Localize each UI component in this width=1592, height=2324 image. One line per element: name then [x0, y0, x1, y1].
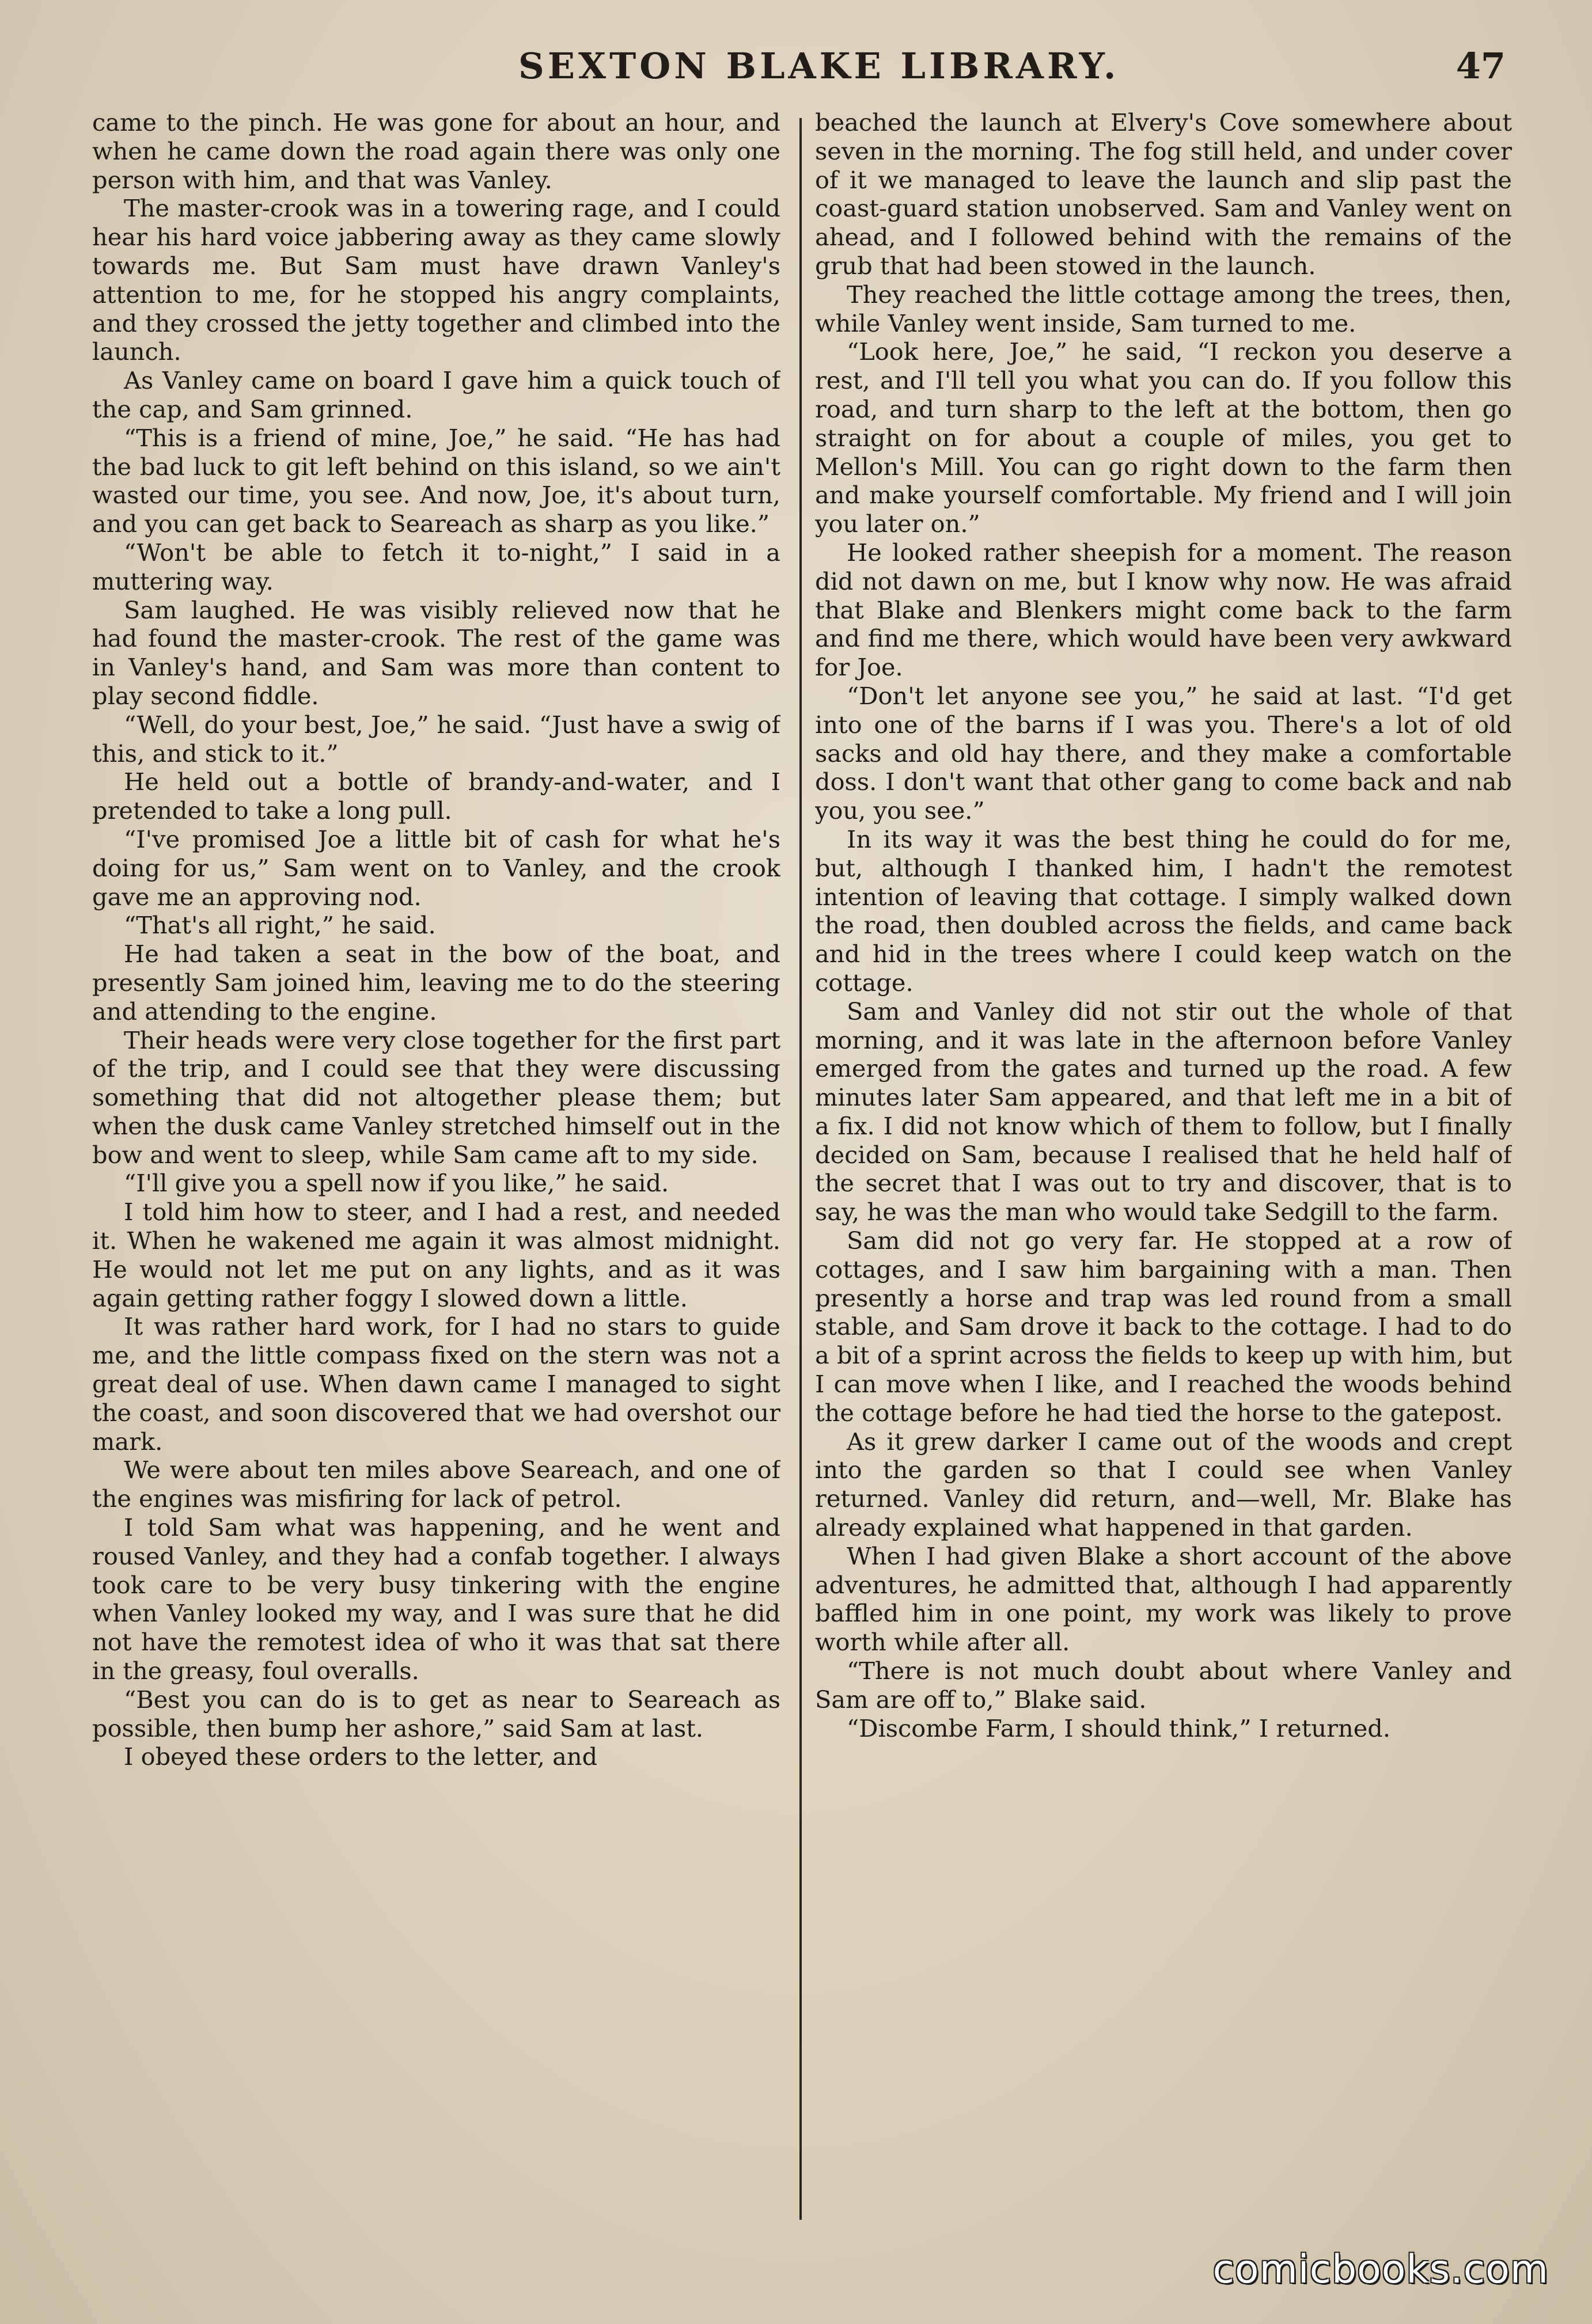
paragraph: “Best you can do is to get as near to Seareach as possible, then bump her ashore,” said Sam at last. — [92, 1685, 780, 1742]
paragraph: “Discombe Farm, I should think,” I returned. — [847, 1714, 1391, 1742]
paragraph: In its way it was the best thing he could do for me, but, although I thanked him, I hadn't the remotest intention of leaving that cottage. I simply walked down the road, then doubled across the fields, and came back and hid in the trees where I could keep watch on the cottage. — [815, 825, 1512, 997]
paragraph: “That's all right,” he said. — [124, 911, 436, 940]
paragraph: We were about ten miles above Seareach, and one of the engines was misfiring for lack of petrol. — [92, 1456, 780, 1513]
paragraph: As Vanley came on board I gave him a quick touch of the cap, and Sam grinned. — [92, 366, 780, 423]
left-column — [92, 108, 780, 2250]
paragraph: He had taken a seat in the bow of the boat, and presently Sam joined him, leaving me to do the steering and attending to the engine. — [92, 940, 780, 1026]
page-number: 47 — [1455, 45, 1506, 87]
paragraph: “Don't let anyone see you,” he said at last. “I'd get into one of the barns if I was you. There's a lot of old sacks and old hay there, and they make a comfortable doss. I don't want that other gang to come back and nab you, you see.” — [815, 681, 1512, 825]
paragraph: “This is a friend of mine, Joe,” he said. “He has had the bad luck to git left behind on this island, so we ain't wasted our time, you see. And now, Joe, it's about turn, and you can get back to Seareach as sharp as you like.” — [92, 423, 780, 538]
paragraph: Sam laughed. He was visibly relieved now that he had found the master-crook. The rest of the game was in Vanley's hand, and Sam was more than content to play second fiddle. — [92, 595, 780, 710]
paragraph: “Well, do your best, Joe,” he said. “Just have a swig of this, and stick to it.” — [92, 710, 780, 768]
paragraph: He looked rather sheepish for a moment. The reason did not dawn on me, but I know why now. He was afraid that Blake and Blenkers might come back to the farm and find me there, which would have been very awkward for Joe. — [815, 538, 1512, 682]
paragraph: The master-crook was in a towering rage, and I could hear his hard voice jabbering away as they came slowly towards me. But Sam must have drawn Vanley's attention to me, for he stopped his angry complaints, and they crossed the jetty together and climbed into the launch. — [92, 194, 780, 366]
column-divider — [799, 118, 802, 2220]
paragraph: “I'll give you a spell now if you like,” he said. — [124, 1169, 669, 1198]
paragraph: “I've promised Joe a little bit of cash for what he's doing for us,” Sam went on to Vanley, and the crook gave me an approving nod. — [92, 825, 780, 911]
paragraph: Sam did not go very far. He stopped at a row of cottages, and I saw him bargaining with a man. Then presently a horse and trap was led round from a small stable, and Sam drove it back to the cottage. I had to do a bit of a sprint across the fields to keep up with him, but I can move when I like, and I reached the woods behind the cottage before he had tied the horse to the gatepost. — [815, 1226, 1512, 1427]
watermark: comicbooks.com — [1212, 2247, 1549, 2292]
paragraph: “There is not much doubt about where Vanley and Sam are off to,” Blake said. — [815, 1657, 1512, 1714]
paragraph: I told him how to steer, and I had a rest, and needed it. When he wakened me again it was almost midnight. He would not let me put on any lights, and as it was again getting rather foggy I slowed down a little. — [92, 1198, 780, 1312]
paragraph: beached the launch at Elvery's Cove somewhere about seven in the morning. The fog still held, and under cover of it we managed to leave the launch and slip past the coast-guard station unobserved. Sam and Vanley went on ahead, and I followed behind with the remains of the grub that had been stowed in the launch. — [815, 108, 1512, 280]
page-header — [0, 40, 1592, 104]
paragraph: “Look here, Joe,” he said, “I reckon you deserve a rest, and I'll tell you what you can do. If you follow this road, and turn sharp to the left at the bottom, then go straight on for about a couple of miles, you get to Mellon's Mill. You can go right down to the farm then and make yourself comfortable. My friend and I will join you later on.” — [815, 337, 1512, 538]
paragraph: I told Sam what was happening, and he went and roused Vanley, and they had a confab together. I always took care to be very busy tinkering with the engine when Vanley looked my way, and I was sure that he did not have the remotest idea of who it was that sat there in the greasy, foul overalls. — [92, 1513, 780, 1685]
running-title: SEXTON BLAKE LIBRARY. — [518, 45, 1120, 87]
paragraph: He held out a bottle of brandy-and-water, and I pretended to take a long pull. — [92, 768, 780, 825]
paragraph: When I had given Blake a short account of the above adventures, he admitted that, although I had apparently baffled him in one point, my work was likely to prove worth while after all. — [815, 1541, 1512, 1657]
right-column — [815, 108, 1512, 2250]
paragraph: came to the pinch. He was gone for about an hour, and when he came down the road again there was only one person with him, and that was Vanley. — [92, 108, 780, 194]
paragraph: As it grew darker I came out of the woods and crept into the garden so that I could see when Vanley returned. Vanley did return, and—well, Mr. Blake has already explained what happened in that garden. — [815, 1427, 1512, 1542]
paragraph: It was rather hard work, for I had no stars to guide me, and the little compass fixed on the stern was not a great deal of use. When dawn came I managed to sight the coast, and soon discovered that we had overshot our mark. — [92, 1312, 780, 1456]
paragraph: They reached the little cottage among the trees, then, while Vanley went inside, Sam turned to me. — [815, 280, 1512, 337]
paragraph: “Won't be able to fetch it to-night,” I said in a muttering way. — [92, 538, 780, 595]
paragraph: I obeyed these orders to the letter, and — [124, 1742, 598, 1771]
paragraph: Their heads were very close together for the first part of the trip, and I could see that they were discussing something that did not altogether please them; but when the dusk came Vanley stretched himself out in the bow and went to sleep, while Sam came aft to my side. — [92, 1026, 780, 1169]
paragraph: Sam and Vanley did not stir out the whole of that morning, and it was late in the afternoon before Vanley emerged from the gates and turned up the road. A few minutes later Sam appeared, and that left me in a bit of a fix. I did not know which of them to follow, but I finally decided on Sam, because I realised that he held half of the secret that I was out to try and discover, that is to say, he was the man who would take Sedgill to the farm. — [815, 997, 1512, 1226]
